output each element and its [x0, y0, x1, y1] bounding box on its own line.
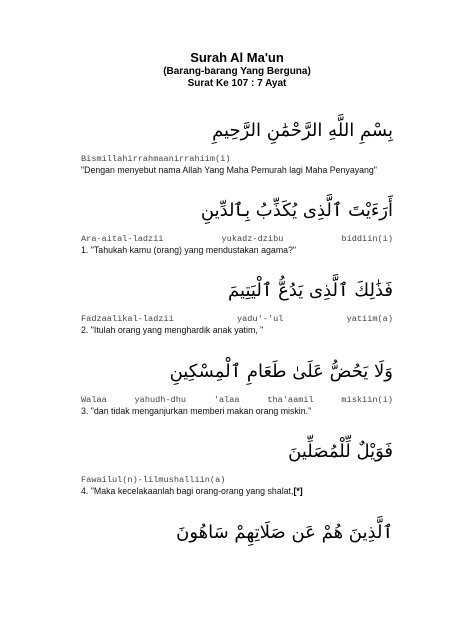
transliteration: [81, 234, 393, 245]
transliteration-word: Ara-aital-ladzii: [81, 234, 164, 244]
translation-text: 4. "Maka kecelakaanlah bagi orang-orang yang shalat,: [81, 486, 294, 496]
translation: 1. "Tahukah kamu (orang) yang mendustakan agama?": [81, 245, 297, 255]
verse-3: [81, 357, 393, 417]
document-header: [0, 50, 474, 90]
transliteration-word: yahudh-dhu: [134, 395, 187, 405]
transliteration-word: Fawailul(n)-lilmushalliin(a): [81, 475, 226, 485]
transliteration: [81, 395, 393, 406]
transliteration-word: tha'aamil: [267, 395, 314, 405]
transliteration: [81, 475, 393, 486]
transliteration-word: miskiin(i): [341, 395, 393, 405]
transliteration-word: yadu'-'ul: [236, 314, 284, 324]
verse-1: [81, 196, 393, 256]
transliteration-word: 'alaa: [213, 395, 240, 405]
transliteration-word: Fadzaalikal-ladzii: [81, 314, 174, 324]
arabic-text: فَوَيْلٌ لِّلْمُصَلِّينَ: [288, 441, 393, 462]
verse-2: [81, 276, 393, 336]
arabic-text: ٱلَّذِينَ هُمْ عَن صَلَاتِهِمْ سَاهُونَ: [176, 522, 393, 543]
transliteration: [81, 314, 393, 325]
surah-info: Surat Ke 107 : 7 Ayat: [187, 78, 287, 89]
transliteration-word: yatiim(a): [346, 314, 393, 324]
arabic-text: أَرَءَيْتَ ٱلَّذِى يُكَذِّبُ بِٱلدِّينِ: [200, 200, 393, 221]
translation: 2. "Itulah orang yang menghardik anak yatim, ": [81, 325, 264, 335]
surah-subtitle: (Barang-barang Yang Berguna): [163, 66, 311, 77]
verse-4: [81, 437, 393, 497]
surah-title: Surah Al Ma'un: [190, 50, 284, 65]
transliteration-word: Bismillahirrahmaanirrahiim(i): [81, 154, 231, 164]
arabic-text: وَلَا يَحُضُّ عَلَىٰ طَعَامِ ٱلْمِسْكِينِ: [169, 361, 393, 382]
verse-5: [81, 518, 393, 548]
transliteration: [81, 154, 393, 165]
arabic-text: بِسْمِ اللَّهِ الرَّحْمَٰنِ الرَّحِيمِ: [212, 120, 393, 141]
translation: 3. "dan tidak menganjurkan memberi makan orang miskin.": [81, 406, 312, 416]
transliteration-word: yukadz-dzibu: [221, 234, 284, 244]
translation: "Dengan menyebut nama Allah Yang Maha Pemurah lagi Maha Penyayang": [81, 165, 377, 175]
verse-basmalah: [81, 116, 393, 176]
footnote-link[interactable]: [*]: [293, 486, 303, 496]
transliteration-word: Walaa: [81, 395, 107, 405]
translation: [81, 486, 393, 497]
transliteration-word: biddiin(i): [341, 234, 393, 244]
arabic-text: فَذَٰلِكَ ٱلَّذِى يَدُعُّ ٱلْيَتِيمَ: [228, 280, 393, 301]
